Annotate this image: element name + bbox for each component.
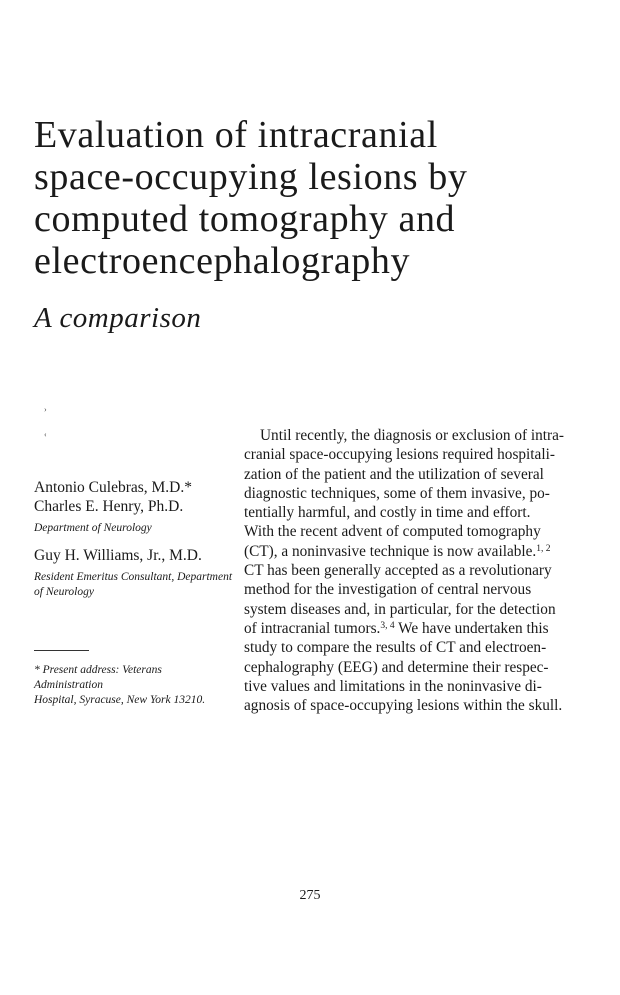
body-line [244,619,584,638]
margin-mark: › [44,405,47,414]
footnote-rule [34,650,89,651]
footnote-line: * Present address: Veterans Administration [34,664,162,691]
body-line: cephalography (EEG) and determine their respec- [244,658,549,676]
article-title [34,114,594,282]
footnote-line: Hospital, Syracuse, New York 13210. [34,694,206,706]
author-name: Antonio Culebras, M.D.* [34,479,193,496]
title-line: Evaluation of intracranial [34,114,438,156]
title-line: electroencephalography [34,240,411,282]
citation-superscript: 3, 4 [380,620,395,631]
page-number: 275 [299,888,321,903]
body-text: We have undertaken this [394,619,549,637]
body-line: CT has been generally accepted as a revolutionary [244,562,552,580]
author-affiliation: of Neurology [34,586,94,598]
body-line: system diseases and, in particular, for the detection [244,600,556,618]
body-line: tentially harmful, and costly in time and effort. [244,504,531,522]
citation-superscript: 1, 2 [536,543,551,554]
body-line: zation of the patient and the utilization of several [244,465,544,483]
footnote [34,663,230,708]
title-line: computed tomography and [34,198,456,240]
author-block [34,478,234,600]
body-line: With the recent advent of computed tomography [244,523,541,541]
body-line: tive values and limitations in the noninvasive di- [244,677,542,695]
body-line: method for the investigation of central nervous [244,581,532,599]
author-affiliation: Resident Emeritus Consultant, Department [34,571,233,583]
body-text: of intracranial tumors. [244,619,381,637]
body-line: cranial space-occupying lesions required hospitali- [244,446,555,464]
author-affiliation: Department of Neurology [34,522,152,534]
title-line: space-occupying lesions by [34,156,468,198]
body-line [244,542,584,561]
body-line: diagnostic techniques, some of them invasive, po- [244,484,550,502]
author-name: Charles E. Henry, Ph.D. [34,498,184,515]
margin-mark: ‹ [44,430,47,439]
body-text: (CT), a noninvasive technique is now available. [244,542,537,560]
introduction-paragraph [244,426,584,715]
author-name: Guy H. Williams, Jr., M.D. [34,547,202,564]
body-line: study to compare the results of CT and electroen- [244,639,547,657]
article-subtitle: A comparison [34,302,202,334]
body-line: agnosis of space-occupying lesions within the skull. [244,697,563,715]
body-line: Until recently, the diagnosis or exclusion of intra- [260,427,565,444]
